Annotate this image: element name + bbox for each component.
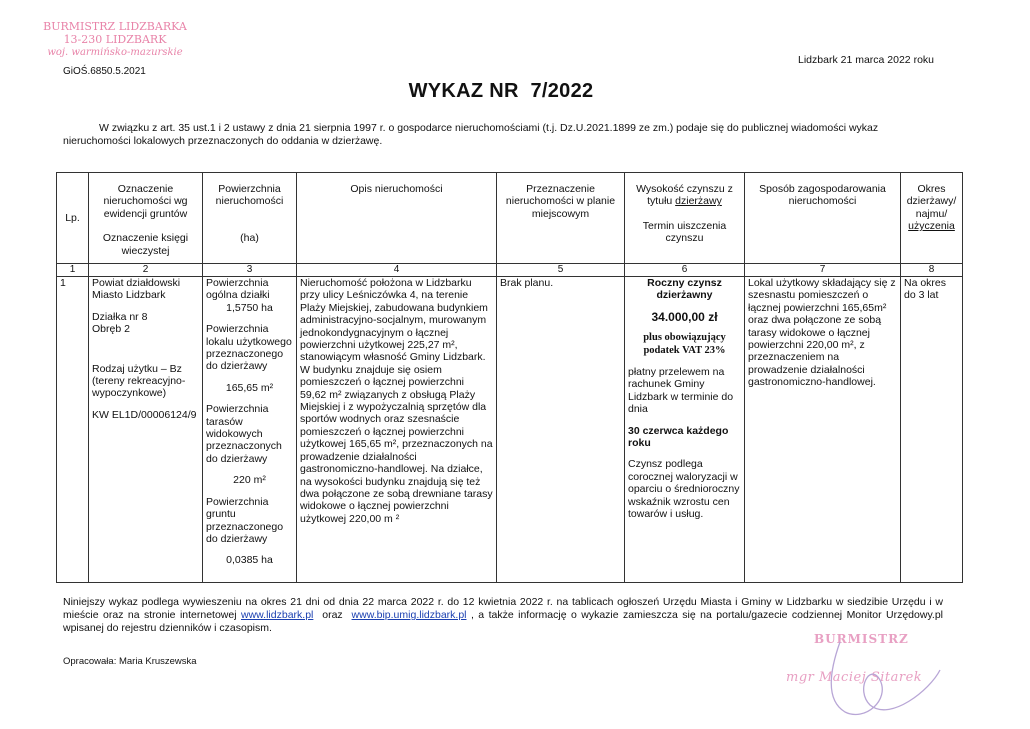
cell-description: Nieruchomość położona w Lidzbarku przy ulicy Leśniczówka 4, na terenie Plaży Miejskiej, zabudowana budynkiem administracyjno-socjalnym, murowanym jednokondygnacyjnym o łącznej powierzchni użytkowej 225,27 m², stanowiącym własność Gminy Lidzbark. W budynku znajduje się osiem pomieszczeń o łącznej powierzchni 59,62 m² związanych z obsługą Plaży Miejskiej i z wypożyczalnią sprzętów dla sportów wodnych oraz szesnaście pomieszczeń o łącznej powierzchni użytkowej 165,65 m², przeznaczonych na prowadzenie działalności gastronomiczno-handlowej. Na działce, na wysokości budynku znajdują się też dwa połączone ze sobą drewniane tarasy widokowe o łącznej powierzchni użytkowej 220,00 m ² bbox=[297, 277, 497, 583]
header-purpose: Przeznaczenie nieruchomości w planie miejscowym bbox=[497, 173, 625, 264]
col-number: 3 bbox=[203, 264, 297, 277]
title-text: WYKAZ NR 7/2022 bbox=[408, 80, 594, 102]
column-number-row bbox=[57, 264, 963, 277]
document-date: Lidzbark 21 marca 2022 roku bbox=[798, 54, 934, 66]
stamp-line-1: BURMISTRZ LIDZBARKA bbox=[43, 20, 187, 33]
col-number: 2 bbox=[89, 264, 203, 277]
signature-role: BURMISTRZ bbox=[814, 632, 909, 646]
reference-number: GiOŚ.6850.5.2021 bbox=[63, 66, 146, 77]
intro-paragraph: W związku z art. 35 ust.1 i 2 ustawy z dnia 21 sierpnia 1997 r. o gospodarce nieruchomościami (t.j. Dz.U.2021.1899 ze zm.) podaje się do publicznej wiadomości wykaz nieruchomości lokalowych przeznaczonych do oddania w dzierżawę. bbox=[63, 122, 879, 147]
header-area: Powierzchnia nieruchomości (ha) bbox=[203, 173, 297, 264]
cell-usage: Lokal użytkowy składający się z szesnastu pomieszczeń o łącznej powierzchni 165,65m² oraz dwa połączone ze sobą tarasy widokowe o łącznej powierzchni 220,00 m², z przeznaczeniem na prowadzenie działalności gastronomiczno-handlowej. bbox=[745, 277, 901, 583]
cell-designation: Powiat działdowski Miasto Lidzbark Działka nr 8 Obręb 2 Rodzaj użytku – Bz (tereny rekreacyjno-wypoczynkowe) KW EL1D/00006124/9 bbox=[89, 277, 203, 583]
header-rent: Wysokość czynszu z tytułu dzierżawy Termin uiszczenia czynszu bbox=[625, 173, 745, 264]
col-number: 6 bbox=[625, 264, 745, 277]
col-number: 8 bbox=[901, 264, 963, 277]
header-usage: Sposób zagospodarowania nieruchomości bbox=[745, 173, 901, 264]
col-number: 1 bbox=[57, 264, 89, 277]
cell-area: Powierzchnia ogólna działki 1,5750 ha Powierzchnia lokalu użytkowego przeznaczonego do dzierżawy 165,65 m² Powierzchnia tarasów widokowych przeznaczonych do dzierżawy 220 m² Powierzchnia gruntu przeznaczonego do dzierżawy 0,0385 ha bbox=[203, 277, 297, 583]
signature-name: mgr Maciej Sitarek bbox=[786, 670, 923, 685]
property-table bbox=[56, 172, 963, 583]
header-description: Opis nieruchomości bbox=[297, 173, 497, 264]
stamp-line-3: woj. warmińsko-mazurskie bbox=[47, 47, 183, 58]
col-number: 4 bbox=[297, 264, 497, 277]
website-link[interactable]: www.lidzbark.pl bbox=[241, 609, 314, 621]
stamp-line-2: 13-230 LIDZBARK bbox=[63, 33, 167, 46]
handwritten-signature-icon bbox=[770, 630, 970, 725]
official-stamp bbox=[30, 20, 200, 59]
table-header-row bbox=[57, 173, 963, 264]
bip-link[interactable]: www.bip.umig.lidzbark.pl bbox=[351, 609, 467, 621]
document-title bbox=[0, 80, 1030, 103]
col-number: 7 bbox=[745, 264, 901, 277]
cell-lp: 1 bbox=[57, 277, 89, 583]
footer-paragraph: Niniejszy wykaz podlega wywieszeniu na okres 21 dni od dnia 22 marca 2022 r. do 12 kwietnia 2022 r. na tablicach ogłoszeń Urzędu Miasta i Gminy w Lidzbarku w siedzibie Urzędu i w mieście oraz na stronie internetowej www.lidzbark.pl oraz www.bip.umig.lidzbark.pl , a także informację o wykazie zamieszcza się na portalu/gazecie codziennej Monitor Urzędowy.pl wpisanej do rejestru dzienników i czasopism. bbox=[63, 596, 944, 634]
header-period: Okres dzierżawy/ najmu/ użyczenia bbox=[901, 173, 963, 264]
col-number: 5 bbox=[497, 264, 625, 277]
cell-rent: Roczny czynsz dzierżawny 34.000,00 zł plus obowiązujący podatek VAT 23% płatny przelewem na rachunek Gminy Lidzbark w terminie do dnia 30 czerwca każdego roku Czynsz podlega corocznej waloryzacji w oparciu o średnioroczny wskaźnik wzrostu cen towarów i usług. bbox=[625, 277, 745, 583]
header-designation: Oznaczenie nieruchomości wg ewidencji gruntów Oznaczenie księgi wieczystej bbox=[89, 173, 203, 264]
table-row bbox=[57, 277, 963, 583]
header-lp: Lp. bbox=[57, 173, 89, 264]
cell-purpose: Brak planu. bbox=[497, 277, 625, 583]
cell-period: Na okres do 3 lat bbox=[901, 277, 963, 583]
prepared-by: Opracowała: Maria Kruszewska bbox=[63, 656, 197, 667]
